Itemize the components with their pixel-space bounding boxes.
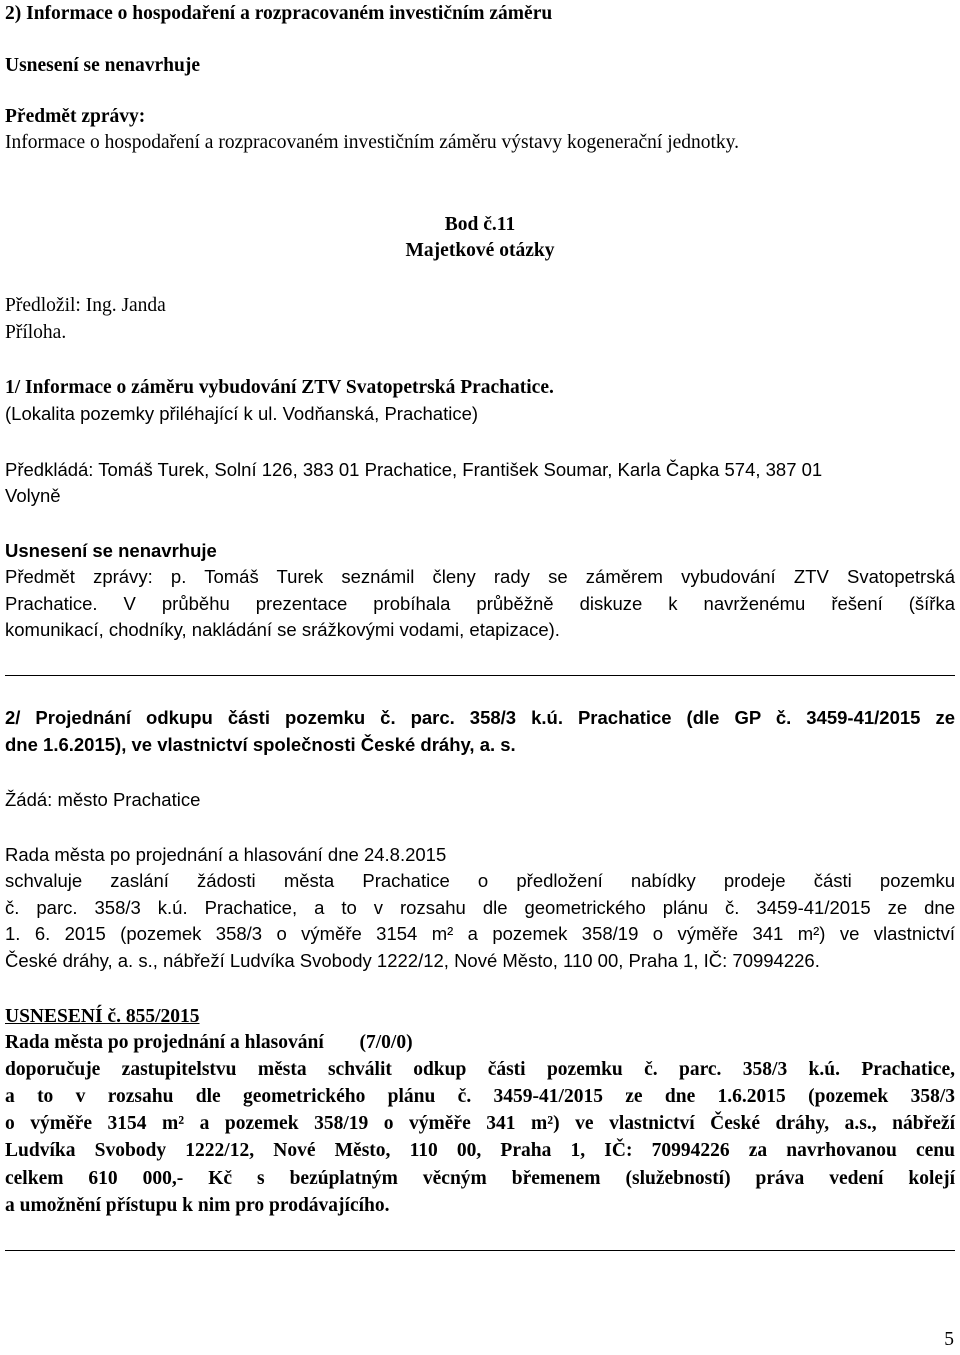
approve-line: schvaluje zaslání žádosti města Prachatice o předložení nabídky prodeje části pozemku (5, 870, 955, 891)
recommend-line: celkem 610 000,- Kč s bezúplatným věcným břemenem (služebností) práva vedení kolejí (5, 1168, 955, 1189)
recommend-line: Ludvíka Svobody 1222/12, Nové Město, 110 00, Praha 1, IČ: 70994226 za navrhovanou cenu (5, 1140, 955, 1161)
council-line: Rada města po projednání a hlasování dne 24.8.2015 (5, 844, 447, 865)
item2-title-cont: dne 1.6.2015), ve vlastnictví společnosti České dráhy, a. s. (5, 734, 516, 755)
divider (5, 1250, 955, 1251)
subject-text: Informace o hospodaření a rozpracovaném investičním záměru výstavy kogenerační jednotky. (5, 132, 740, 153)
resolution-number: USNESENÍ č. 855/2015 (5, 1006, 200, 1027)
page-number: 5 (944, 1329, 954, 1350)
item1-location: (Lokalita pozemky přiléhající k ul. Vodňanská, Prachatice) (5, 403, 479, 424)
item1-submitter-cont: Volyně (5, 485, 61, 506)
item2-title: 2/ Projednání odkupu části pozemku č. parc. 358/3 k.ú. Prachatice (dle GP č. 3459-41/2015 ze (5, 707, 955, 728)
item1-subject-line: Předmět zprávy: p. Tomáš Turek seznámil členy rady se záměrem vybudování ZTV Svatopetrská (5, 566, 955, 587)
presented-by: Předložil: Ing. Janda (5, 295, 166, 316)
resolution-none: Usnesení se nenavrhuje (5, 55, 201, 76)
vote-line (5, 1033, 413, 1053)
item1-submitter: Předkládá: Tomáš Turek, Solní 126, 383 01 Prachatice, František Soumar, Karla Čapka 574, 387 01 (5, 459, 823, 480)
item1-subject-line: komunikací, chodníky, nakládání se srážkovými vodami, etapizace). (5, 619, 560, 640)
recommend-line: a umožnění přístupu k nim pro prodávajícího. (5, 1195, 390, 1216)
attachment-label: Příloha. (5, 322, 67, 343)
vote-result: (7/0/0) (359, 1032, 413, 1053)
recommend-line: a to v rozsahu dle geometrického plánu č. 3459-41/2015 ze dne 1.6.2015 (pozemek 358/3 (5, 1086, 955, 1107)
divider (5, 675, 955, 676)
bod-number: Bod č.11 (444, 214, 516, 235)
approve-line: č. parc. 358/3 k.ú. Prachatice, a to v rozsahu dle geometrického plánu č. 3459-41/2015 ze dne (5, 897, 955, 918)
approve-line: České dráhy, a. s., nábřeží Ludvíka Svobody 1222/12, Nové Město, 110 00, Praha 1, IČ: 70994226. (5, 950, 820, 971)
recommend-line: o výměře 3154 m² a pozemek 358/19 o výměře 341 m²) ve vlastnictví České dráhy, a.s., nábřeží (5, 1113, 955, 1134)
section-heading: 2) Informace o hospodaření a rozpracovaném investičním záměru (5, 3, 553, 24)
item1-title: 1/ Informace o záměru vybudování ZTV Svatopetrská Prachatice. (5, 377, 554, 398)
item1-resolution-none: Usnesení se nenavrhuje (5, 540, 217, 561)
approve-line: 1. 6. 2015 (pozemek 358/3 o výměře 3154 m² a pozemek 358/19 o výměře 341 m²) ve vlastnictví (5, 923, 955, 944)
vote-label: Rada města po projednání a hlasování (5, 1032, 324, 1053)
item2-requester: Žádá: město Prachatice (5, 789, 201, 810)
item1-subject-line: Prachatice. V průběhu prezentace probíhala průběžně diskuze k navrženému řešení (šířka (5, 593, 955, 614)
subject-label: Předmět zprávy: (5, 106, 146, 127)
bod-title: Majetkové otázky (405, 240, 555, 261)
recommend-line: doporučuje zastupitelstvu města schválit odkup části pozemku č. parc. 358/3 k.ú. Prachatice, (5, 1059, 955, 1080)
